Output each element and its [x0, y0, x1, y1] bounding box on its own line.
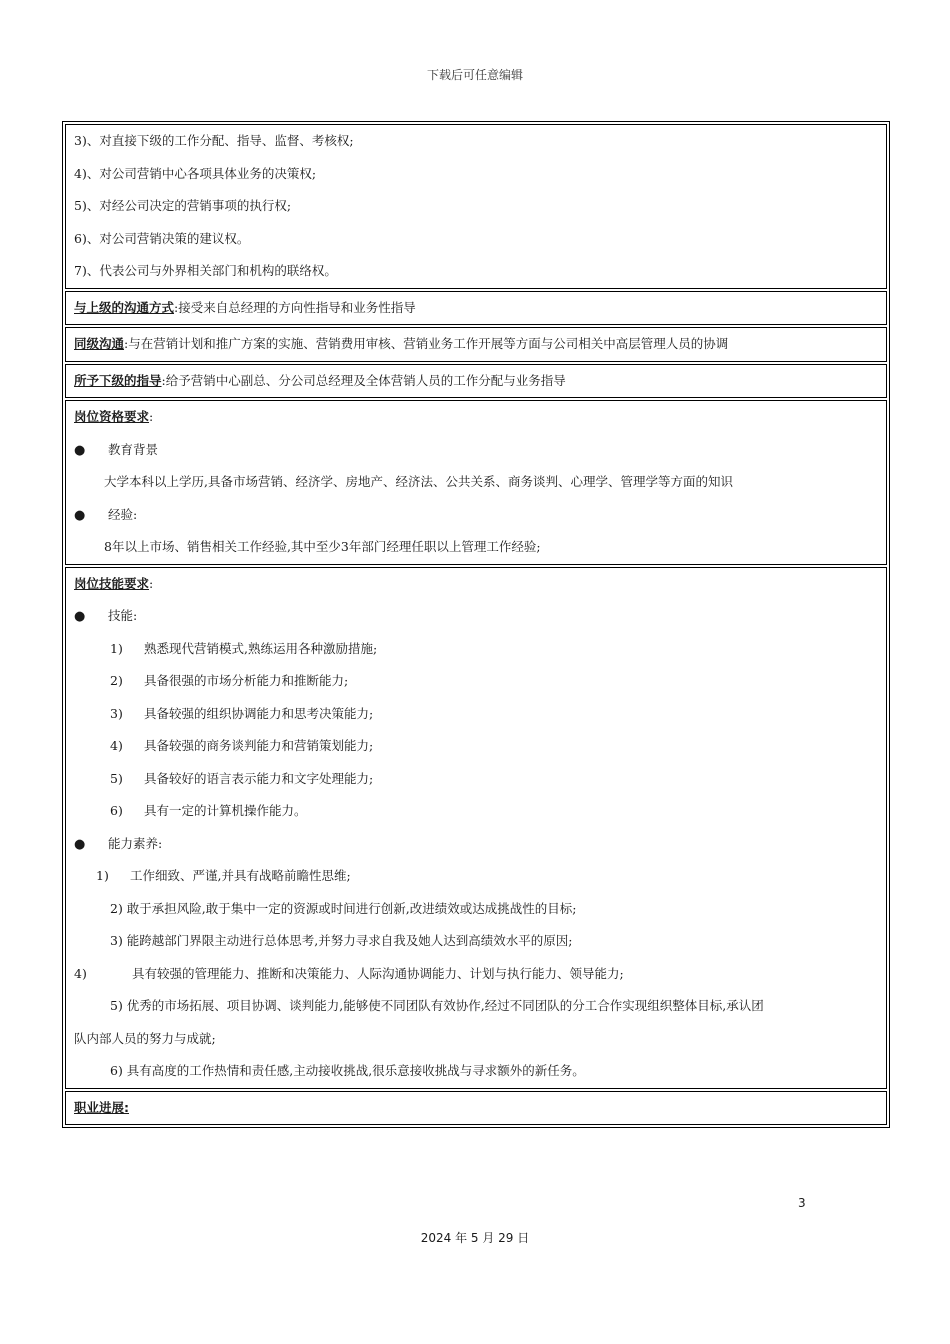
- rights-item: 7)、代表公司与外界相关部门和机构的联络权。: [74, 263, 337, 278]
- skill-item-text: 具备较强的组织协调能力和思考决策能力;: [144, 705, 374, 721]
- ability-item-number: 4): [74, 965, 87, 981]
- career-label: 职业进展:: [74, 1099, 129, 1115]
- qualification-colon: :: [149, 409, 154, 424]
- downward-guidance-cell: [65, 364, 887, 399]
- ability-item-continued: 队内部人员的努力与成就;: [74, 1030, 216, 1046]
- skill-item-number: 3): [110, 705, 123, 721]
- ability-item: [74, 860, 878, 893]
- skill-item: [74, 633, 878, 666]
- bullet-icon: ●: [74, 507, 86, 523]
- qualification-cell: [65, 400, 887, 565]
- bullet-icon: ●: [74, 442, 86, 458]
- ability-item: [74, 958, 878, 991]
- rights-item: 5)、对经公司决定的营销事项的执行权;: [74, 198, 292, 213]
- skill-item-text: 具备较强的商务谈判能力和营销策划能力;: [144, 738, 374, 753]
- skill-item: [74, 730, 878, 763]
- skill-item: [74, 763, 878, 796]
- rights-item: 3)、对直接下级的工作分配、指导、监督、考核权;: [74, 133, 354, 148]
- skills-label: 岗位技能要求: [74, 575, 150, 591]
- bullet-icon: ●: [74, 836, 86, 852]
- rights-item: 4)、对公司营销中心各项具体业务的决策权;: [74, 165, 317, 181]
- upward-communication-text: :接受来自总经理的方向性指导和业务性指导: [174, 299, 416, 315]
- skill-item-number: 5): [110, 770, 123, 786]
- ability-item-number: 1): [96, 868, 109, 883]
- experience-text: 8年以上市场、销售相关工作经验,其中至少3年部门经理任职以上管理工作经验;: [104, 539, 541, 554]
- skill-item-text: 具备较好的语言表示能力和文字处理能力;: [144, 770, 374, 786]
- skill-item-number: 2): [110, 673, 123, 688]
- skill-item-text: 具有一定的计算机操作能力。: [144, 803, 307, 818]
- ability-item-text: 具有较强的管理能力、推断和决策能力、人际沟通协调能力、计划与执行能力、领导能力;: [132, 965, 624, 981]
- ability-title: 能力素养:: [108, 835, 163, 851]
- rights-item: 6)、对公司营销决策的建议权。: [74, 230, 250, 246]
- career-cell: [65, 1091, 887, 1126]
- upward-communication-label: 与上级的沟通方式: [74, 299, 175, 315]
- skill-item-number: 4): [110, 738, 123, 753]
- rights-cell: [65, 124, 887, 289]
- peer-communication-text: :与在营销计划和推广方案的实施、营销费用审核、营销业务工作开展等方面与公司相关中高层管理人员的协调: [124, 336, 729, 351]
- footer-date: 2024 年 5 月 29 日: [420, 1231, 530, 1245]
- skill-item: [74, 698, 878, 731]
- peer-communication-label: 同级沟通: [74, 336, 125, 351]
- skills-colon: :: [149, 575, 154, 591]
- upward-communication-cell: [65, 291, 887, 326]
- ability-item: 5) 优秀的市场拓展、项目协调、谈判能力,能够使不同团队有效协作,经过不同团队的分工合作实现组织整体目标,承认团: [110, 998, 764, 1013]
- page-header: 下载后可任意编辑: [426, 68, 523, 82]
- peer-communication-cell: [65, 327, 887, 362]
- ability-item-text: 工作细致、严谨,并具有战略前瞻性思维;: [130, 868, 351, 883]
- skill-item-text: 熟悉现代营销模式,熟练运用各种激励措施;: [144, 640, 378, 656]
- ability-item: 3) 能跨越部门界限主动进行总体思考,并努力寻求自我及她人达到高绩效水平的原因;: [110, 933, 573, 948]
- skill-item: [74, 665, 878, 698]
- experience-title: 经验:: [108, 506, 138, 522]
- education-title: 教育背景: [108, 441, 159, 457]
- qualification-label: 岗位资格要求: [74, 409, 150, 424]
- skill-title: 技能:: [108, 608, 138, 623]
- downward-guidance-text: :给予营销中心副总、分公司总经理及全体营销人员的工作分配与业务指导: [161, 372, 566, 388]
- bullet-icon: ●: [74, 609, 86, 624]
- education-text: 大学本科以上学历,具备市场营销、经济学、房地产、经济法、公共关系、商务谈判、心理学、管理学等方面的知识: [104, 474, 733, 489]
- skill-item-number: 1): [110, 640, 123, 656]
- skill-item-number: 6): [110, 803, 123, 818]
- job-description-table: [62, 121, 890, 1128]
- ability-item: 2) 敢于承担风险,敢于集中一定的资源或时间进行创新,改进绩效或达成挑战性的目标;: [110, 900, 577, 916]
- skill-item: [74, 795, 878, 828]
- skills-cell: [65, 567, 887, 1089]
- downward-guidance-label: 所予下级的指导: [74, 372, 162, 388]
- skill-item-text: 具备很强的市场分析能力和推断能力;: [144, 673, 349, 688]
- ability-item: 6) 具有高度的工作热情和责任感,主动接收挑战,很乐意接收挑战与寻求额外的新任务。: [110, 1063, 585, 1078]
- page-number: 3: [798, 1196, 806, 1210]
